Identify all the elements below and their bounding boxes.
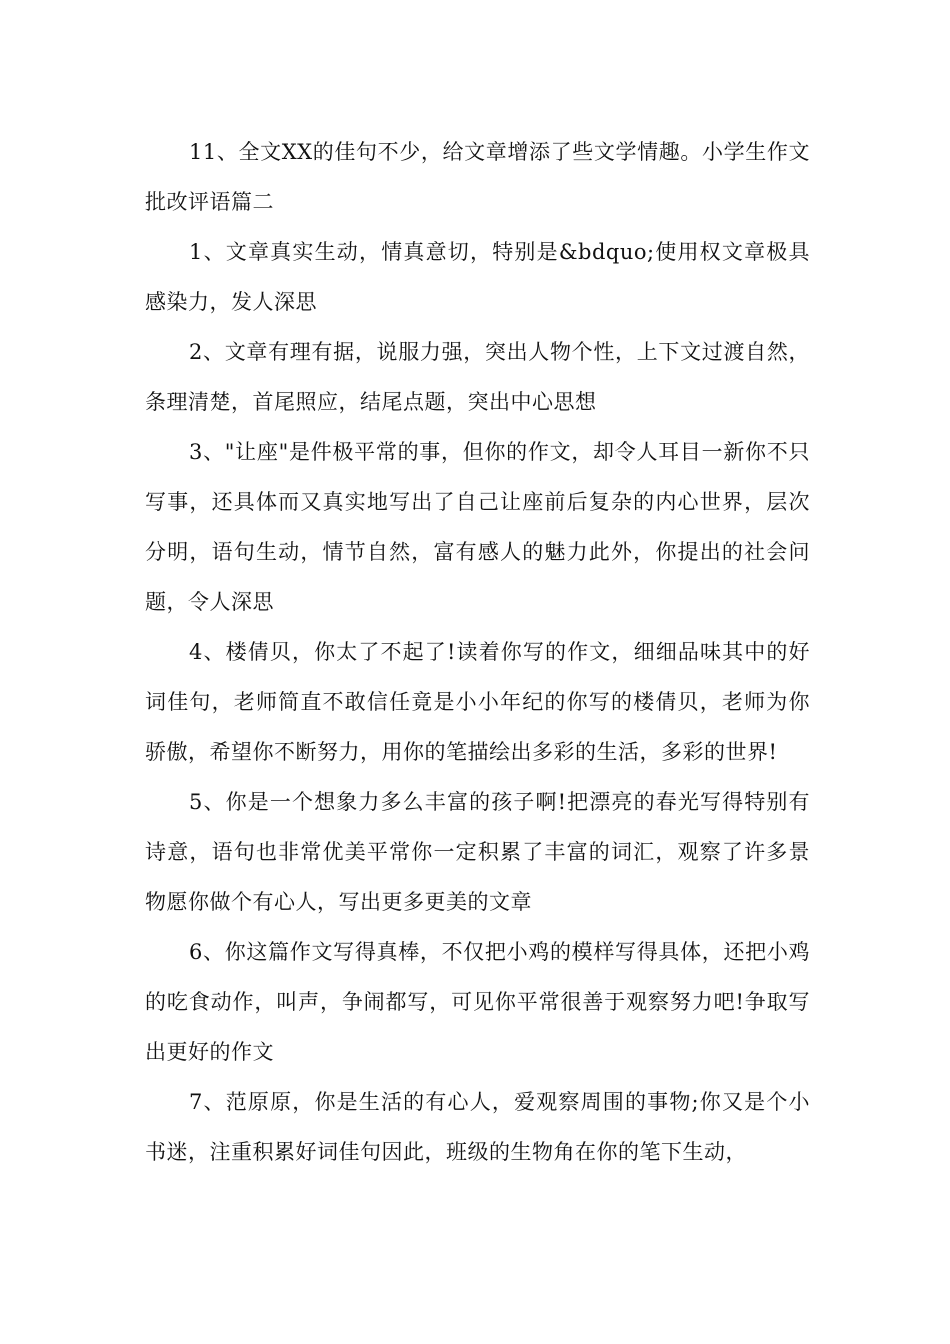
paragraph-4: 4、楼倩贝，你太了不起了!读着你写的作文，细细品味其中的好词佳句，老师简直不敢信任竟是小小年纪的你写的楼倩贝，老师为你骄傲，希望你不断努力，用你的笔描绘出多彩的生活，多彩的世界! bbox=[145, 640, 810, 764]
paragraph-11: 11、全文XX的佳句不少，给文章增添了些文学情趣。小学生作文批改评语篇二 bbox=[145, 140, 810, 214]
paragraph-5: 5、你是一个想象力多么丰富的孩子啊!把漂亮的春光写得特别有诗意，语句也非常优美平常你一定积累了丰富的词汇，观察了许多景物愿你做个有心人，写出更多更美的文章 bbox=[145, 790, 810, 914]
paragraph-6: 6、你这篇作文写得真棒，不仅把小鸡的模样写得具体，还把小鸡的吃食动作，叫声，争闹都写，可见你平常很善于观察努力吧!争取写出更好的作文 bbox=[145, 940, 810, 1064]
document-body bbox=[145, 127, 810, 1177]
paragraph-7: 7、范原原，你是生活的有心人，爱观察周围的事物;你又是个小书迷，注重积累好词佳句因此，班级的生物角在你的笔下生动， bbox=[145, 1090, 810, 1164]
paragraph-1: 1、文章真实生动，情真意切，特别是&bdquo;使用权文章极具感染力，发人深思 bbox=[145, 240, 810, 314]
paragraph-3: 3、"让座"是件极平常的事，但你的作文，却令人耳目一新你不只写事，还具体而又真实地写出了自己让座前后复杂的内心世界，层次分明，语句生动，情节自然，富有感人的魅力此外，你提出的社会问题，令人深思 bbox=[145, 440, 810, 614]
paragraph-2: 2、文章有理有据，说服力强，突出人物个性，上下文过渡自然，条理清楚，首尾照应，结尾点题，突出中心思想 bbox=[145, 340, 810, 414]
